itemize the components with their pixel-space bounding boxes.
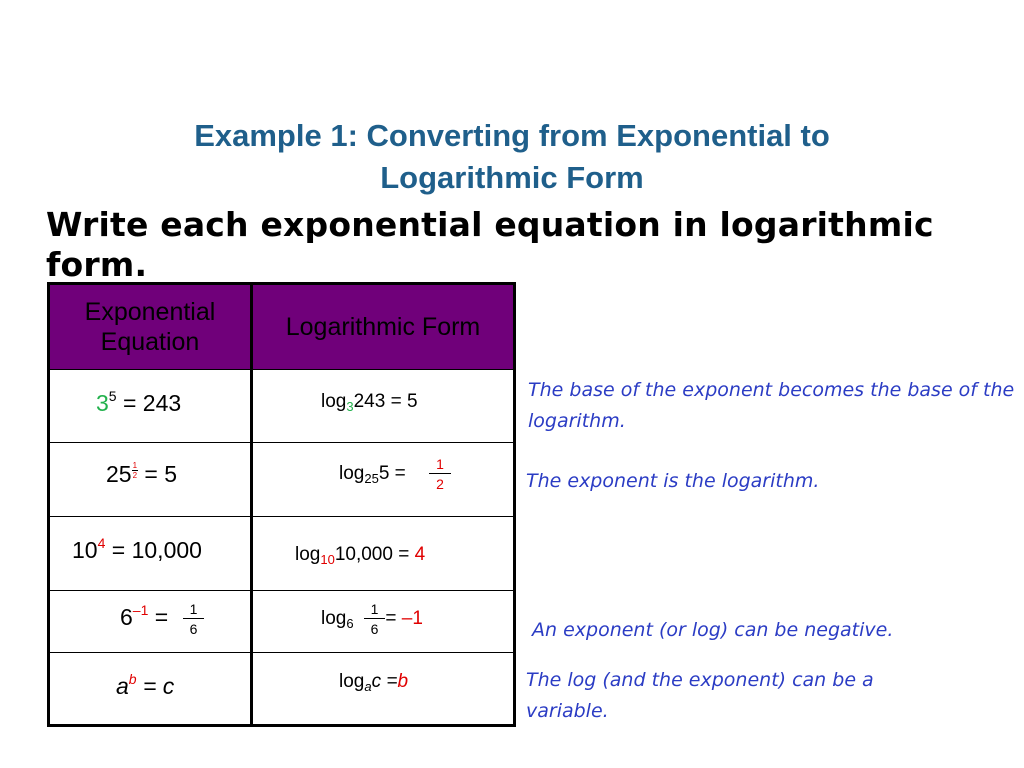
logarithmic-form [339, 457, 451, 491]
exp-base: a [116, 673, 129, 699]
log-rest: c = [371, 671, 398, 692]
log-argument-fraction [364, 602, 386, 636]
exp-power: 4 [97, 535, 106, 551]
table-row [49, 443, 515, 517]
logarithmic-cell [252, 591, 515, 653]
exp-rest: = 243 [116, 390, 182, 416]
log-value-fraction [429, 457, 451, 491]
exp-base: 6 [120, 604, 133, 631]
note-negative: An exponent (or log) can be negative. [532, 619, 894, 641]
log-prefix: log [321, 608, 347, 630]
note-exponent: The exponent is the logarithm. [526, 470, 820, 492]
exp-rest: = c [136, 673, 175, 699]
log-prefix: log [321, 391, 347, 412]
table-header-row [49, 284, 515, 370]
log-base: 10 [320, 552, 335, 567]
table-row [49, 517, 515, 591]
log-prefix: log [339, 671, 365, 692]
log-value: 4 [414, 544, 426, 565]
exponential-equation [106, 461, 177, 488]
logarithmic-cell [252, 517, 515, 591]
table-row [49, 370, 515, 443]
logarithmic-form [295, 544, 425, 566]
log-base: 25 [364, 471, 379, 487]
exponential-cell [49, 517, 252, 591]
fraction-denominator: 2 [436, 476, 444, 492]
exponential-cell [49, 653, 252, 726]
exponential-equation [120, 602, 204, 636]
fraction-numerator: 1 [183, 602, 205, 619]
log-rest: = [385, 608, 402, 630]
logarithmic-cell [252, 370, 515, 443]
note-variable: The log (and the exponent) can be a variable. [526, 669, 874, 722]
log-base: 3 [346, 399, 354, 414]
log-prefix: log [295, 544, 321, 565]
fraction-denominator: 2 [132, 471, 138, 480]
header-exponential: Exponential Equation [49, 284, 252, 370]
logarithmic-form [321, 391, 418, 413]
exp-power: 5 [108, 388, 117, 404]
log-base: a [364, 679, 372, 694]
title-line-1: Example 1: Converting from Exponential to [194, 118, 830, 153]
logarithmic-form [339, 671, 408, 693]
exponential-cell [49, 443, 252, 517]
fraction-numerator: 1 [364, 602, 386, 619]
exp-base: 3 [96, 390, 109, 416]
note-base: The base of the exponent becomes the base of the logarithm. [528, 379, 1015, 432]
title-line-2: Logarithmic Form [380, 160, 644, 195]
table-row [49, 653, 515, 726]
exp-rest: = 10,000 [105, 537, 202, 563]
fraction-numerator: 1 [429, 457, 451, 474]
exp-power: –1 [132, 602, 149, 619]
exp-base: 25 [106, 461, 132, 487]
fraction-denominator: 6 [370, 621, 379, 637]
exponential-cell [49, 370, 252, 443]
log-rest: 243 = 5 [353, 391, 418, 412]
slide-title [60, 115, 964, 199]
logarithmic-cell [252, 653, 515, 726]
log-value: –1 [401, 608, 423, 630]
exp-base: 10 [72, 537, 98, 563]
header-logarithmic: Logarithmic Form [252, 284, 515, 370]
log-rest: 10,000 = [334, 544, 415, 565]
log-base: 6 [346, 616, 354, 632]
fraction-numerator: 1 [132, 461, 138, 470]
log-rest: 5 = [378, 463, 412, 485]
table-row [49, 591, 515, 653]
log-value: b [397, 671, 409, 692]
exponential-equation [96, 390, 181, 417]
logarithmic-cell [252, 443, 515, 517]
exp-rest: = 5 [138, 461, 178, 487]
exponential-equation [116, 673, 174, 700]
exponential-cell [49, 591, 252, 653]
instruction-text: Write each exponential equation in logarithmic form. [46, 205, 934, 284]
exp-rest: = [148, 604, 175, 631]
log-prefix: log [339, 463, 365, 485]
conversion-table [47, 282, 516, 727]
logarithmic-form [321, 602, 423, 636]
exp-power: b [128, 671, 137, 687]
fraction-denominator: 6 [189, 621, 198, 637]
exp-value-fraction [183, 602, 205, 636]
exponential-equation [72, 537, 202, 564]
